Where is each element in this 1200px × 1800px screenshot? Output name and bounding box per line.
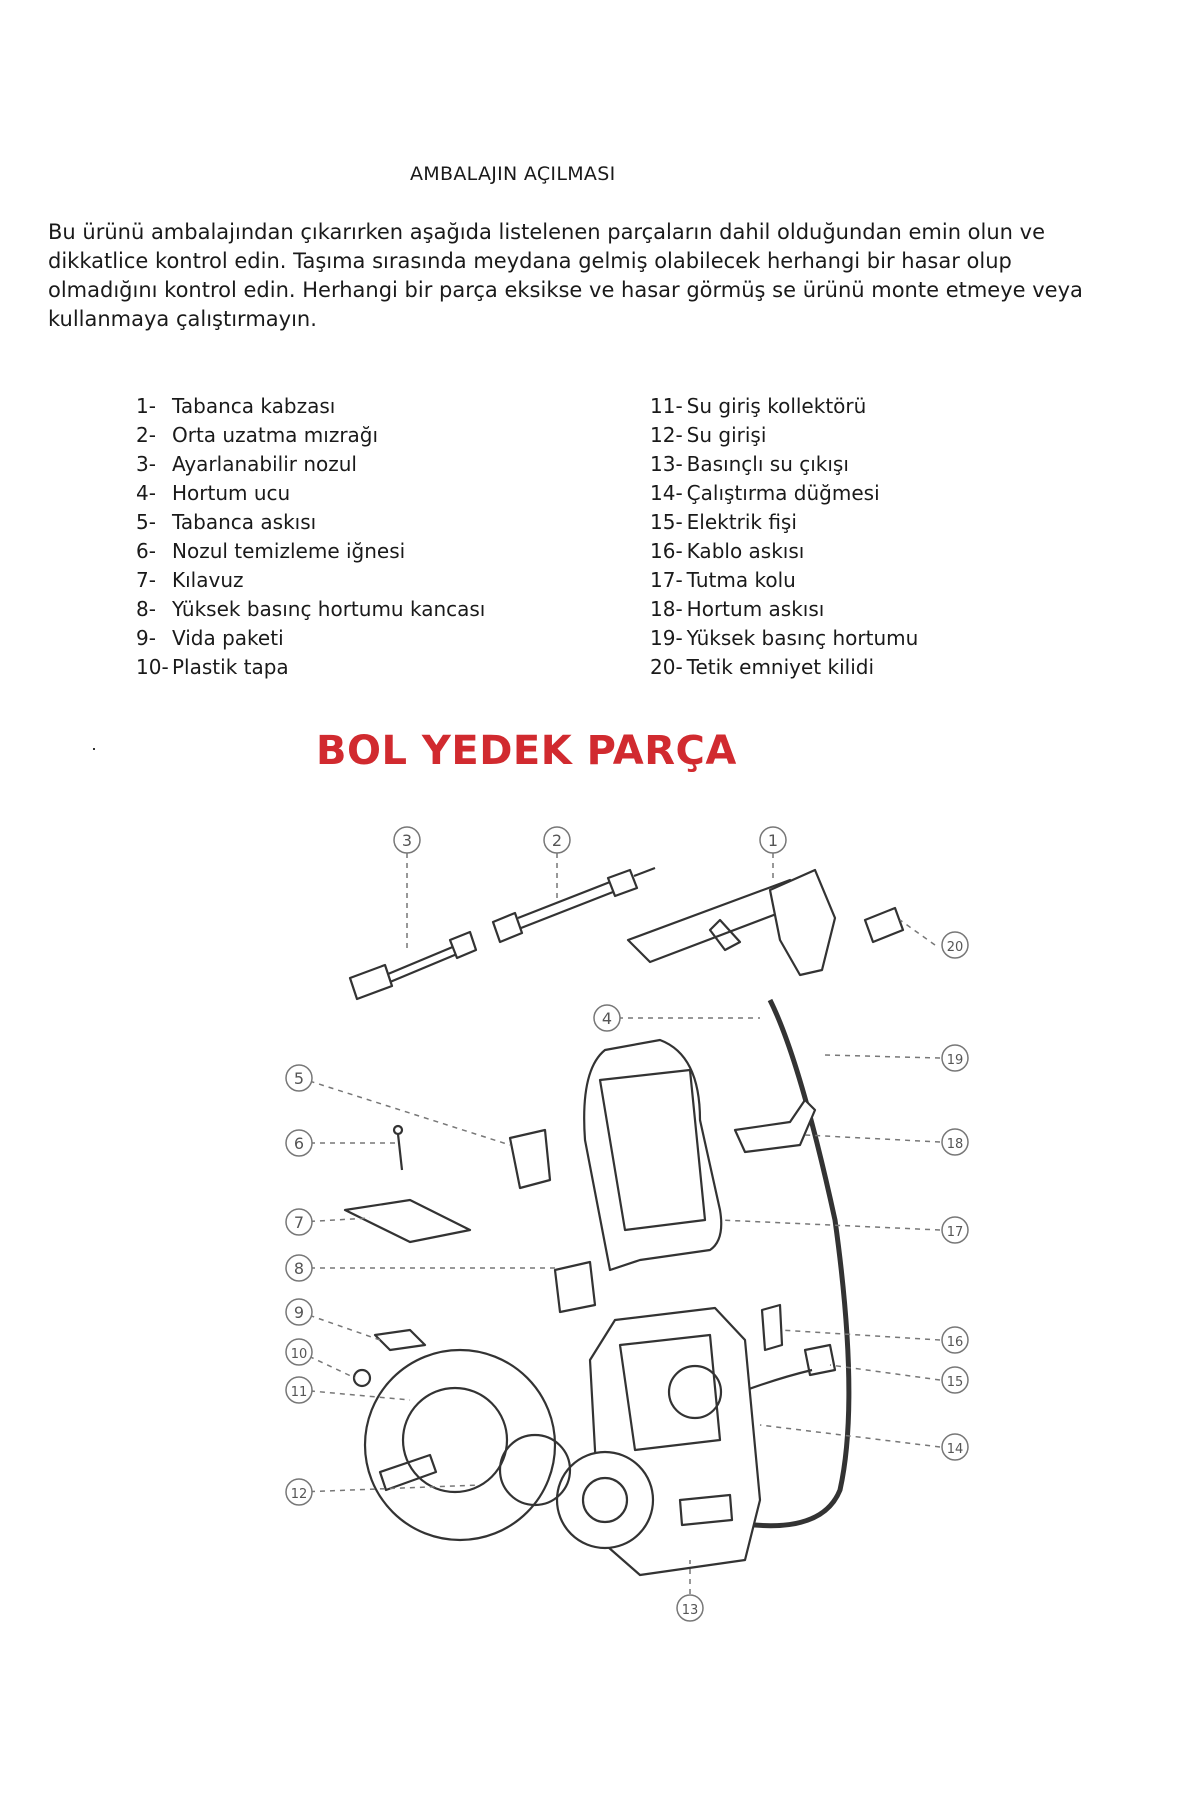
svg-text:8: 8: [293, 1259, 305, 1278]
parts-list-right: [650, 392, 918, 682]
callout-11: [286, 1377, 312, 1403]
callout-18: [942, 1129, 968, 1155]
cable-hook-drawing: [762, 1305, 782, 1350]
svg-text:17: 17: [946, 1225, 964, 1240]
exploded-parts-diagram: [0, 800, 1200, 1660]
item-label: Nozul temizleme iğnesi: [172, 539, 406, 563]
callout-4: [594, 1005, 620, 1031]
promo-heading: BOL YEDEK PARÇA: [316, 728, 737, 774]
parts-list-left: [136, 392, 485, 682]
svg-text:15: 15: [946, 1375, 964, 1390]
svg-text:14: 14: [946, 1442, 964, 1457]
callout-3: [394, 827, 420, 853]
list-item: [136, 508, 485, 537]
item-number: 5-: [136, 510, 156, 534]
item-number: 10-: [136, 655, 169, 679]
callout-5: [286, 1065, 312, 1091]
list-item: [650, 421, 918, 450]
page-title: AMBALAJIN AÇILMASI: [410, 163, 616, 185]
svg-text:5: 5: [293, 1069, 305, 1088]
item-label: Elektrik fişi: [686, 510, 797, 534]
callout-7: [286, 1209, 312, 1235]
item-label: Tabanca kabzası: [172, 394, 336, 418]
list-item: [136, 450, 485, 479]
list-item: [650, 653, 918, 682]
item-number: 18-: [650, 597, 683, 621]
callout-1: [760, 827, 786, 853]
svg-text:13: 13: [681, 1603, 699, 1618]
intro-paragraph: Bu ürünü ambalajından çıkarırken aşağıda listelenen parçaların dahil olduğundan emin olun ve dikkatlice kontrol edin. Taşıma sırasında meydana gelmiş olabilecek herhangi bir hasar olup olmadığını kontrol edin. Herhangi bir parça eksikse ve hasar görmüş se ürünü monte etmeye veya kullanmaya çalıştırmayın.: [48, 220, 1083, 331]
svg-text:18: 18: [946, 1137, 964, 1152]
list-item: [136, 479, 485, 508]
svg-text:1: 1: [767, 831, 779, 850]
callout-12: [286, 1479, 312, 1505]
svg-text:4: 4: [601, 1009, 613, 1028]
svg-text:20: 20: [946, 940, 964, 955]
callout-16: [942, 1327, 968, 1353]
item-number: 6-: [136, 539, 156, 563]
svg-text:7: 7: [293, 1213, 305, 1232]
list-item: [136, 392, 485, 421]
list-item: [136, 537, 485, 566]
plastic-plug-drawing: [354, 1370, 370, 1386]
item-label: Vida paketi: [172, 626, 284, 650]
list-item: [136, 595, 485, 624]
callout-19: [942, 1045, 968, 1071]
svg-text:16: 16: [946, 1335, 964, 1350]
svg-text:11: 11: [290, 1385, 308, 1400]
intro-text: [48, 218, 1088, 334]
item-number: 14-: [650, 481, 683, 505]
callout-20: [942, 932, 968, 958]
list-item: [650, 595, 918, 624]
list-item: [650, 392, 918, 421]
item-number: 13-: [650, 452, 683, 476]
needle-drawing: [394, 1126, 402, 1170]
item-number: 8-: [136, 597, 156, 621]
item-label: Kılavuz: [172, 568, 244, 592]
svg-text:2: 2: [551, 831, 563, 850]
washer-body-drawing: [557, 1308, 760, 1575]
item-label: Basınçlı su çıkışı: [686, 452, 849, 476]
list-item: [650, 508, 918, 537]
list-item: [650, 566, 918, 595]
callout-2: [544, 827, 570, 853]
item-label: Çalıştırma düğmesi: [686, 481, 880, 505]
item-number: 15-: [650, 510, 683, 534]
list-item: [136, 653, 485, 682]
item-label: Hortum askısı: [686, 597, 825, 621]
gun-holder-drawing: [510, 1130, 550, 1188]
callout-15: [942, 1367, 968, 1393]
list-item: [136, 566, 485, 595]
callout-9: [286, 1299, 312, 1325]
inlet-detail-drawing: [365, 1350, 570, 1540]
item-label: Su giriş kollektörü: [686, 394, 867, 418]
item-label: Su girişi: [686, 423, 767, 447]
svg-text:10: 10: [290, 1347, 308, 1362]
item-number: 19-: [650, 626, 683, 650]
item-label: Ayarlanabilir nozul: [172, 452, 357, 476]
item-label: Plastik tapa: [172, 655, 289, 679]
item-number: 9-: [136, 626, 156, 650]
item-number: 7-: [136, 568, 156, 592]
item-number: 12-: [650, 423, 683, 447]
list-item: [650, 537, 918, 566]
svg-text:3: 3: [401, 831, 413, 850]
item-label: Tabanca askısı: [172, 510, 317, 534]
nozzle-drawing: [350, 932, 476, 999]
item-number: 20-: [650, 655, 683, 679]
svg-text:6: 6: [293, 1134, 305, 1153]
item-label: Tutma kolu: [686, 568, 796, 592]
manual-drawing: [345, 1200, 470, 1242]
hose-hook-drawing: [555, 1262, 595, 1312]
callout-6: [286, 1130, 312, 1156]
stray-dot: [93, 748, 95, 750]
svg-text:9: 9: [293, 1303, 305, 1322]
list-item: [650, 479, 918, 508]
svg-text:12: 12: [290, 1487, 308, 1502]
item-label: Yüksek basınç hortumu kancası: [172, 597, 486, 621]
item-label: Hortum ucu: [172, 481, 291, 505]
item-label: Orta uzatma mızrağı: [172, 423, 379, 447]
list-item: [136, 421, 485, 450]
callout-14: [942, 1434, 968, 1460]
lance-drawing: [493, 868, 655, 942]
item-label: Yüksek basınç hortumu: [686, 626, 919, 650]
list-item: [136, 624, 485, 653]
item-number: 1-: [136, 394, 156, 418]
callout-17: [942, 1217, 968, 1243]
item-number: 16-: [650, 539, 683, 563]
callout-8: [286, 1255, 312, 1281]
callout-10: [286, 1339, 312, 1365]
svg-text:19: 19: [946, 1053, 964, 1068]
item-number: 11-: [650, 394, 683, 418]
item-number: 3-: [136, 452, 156, 476]
gun-drawing: [628, 870, 903, 975]
list-item: [650, 450, 918, 479]
item-number: 17-: [650, 568, 683, 592]
hose-hanger-drawing: [735, 1100, 815, 1152]
item-label: Tetik emniyet kilidi: [686, 655, 874, 679]
list-item: [650, 624, 918, 653]
callout-13: [677, 1595, 703, 1621]
screws-drawing: [375, 1330, 425, 1350]
item-number: 4-: [136, 481, 156, 505]
item-number: 2-: [136, 423, 156, 447]
item-label: Kablo askısı: [686, 539, 805, 563]
